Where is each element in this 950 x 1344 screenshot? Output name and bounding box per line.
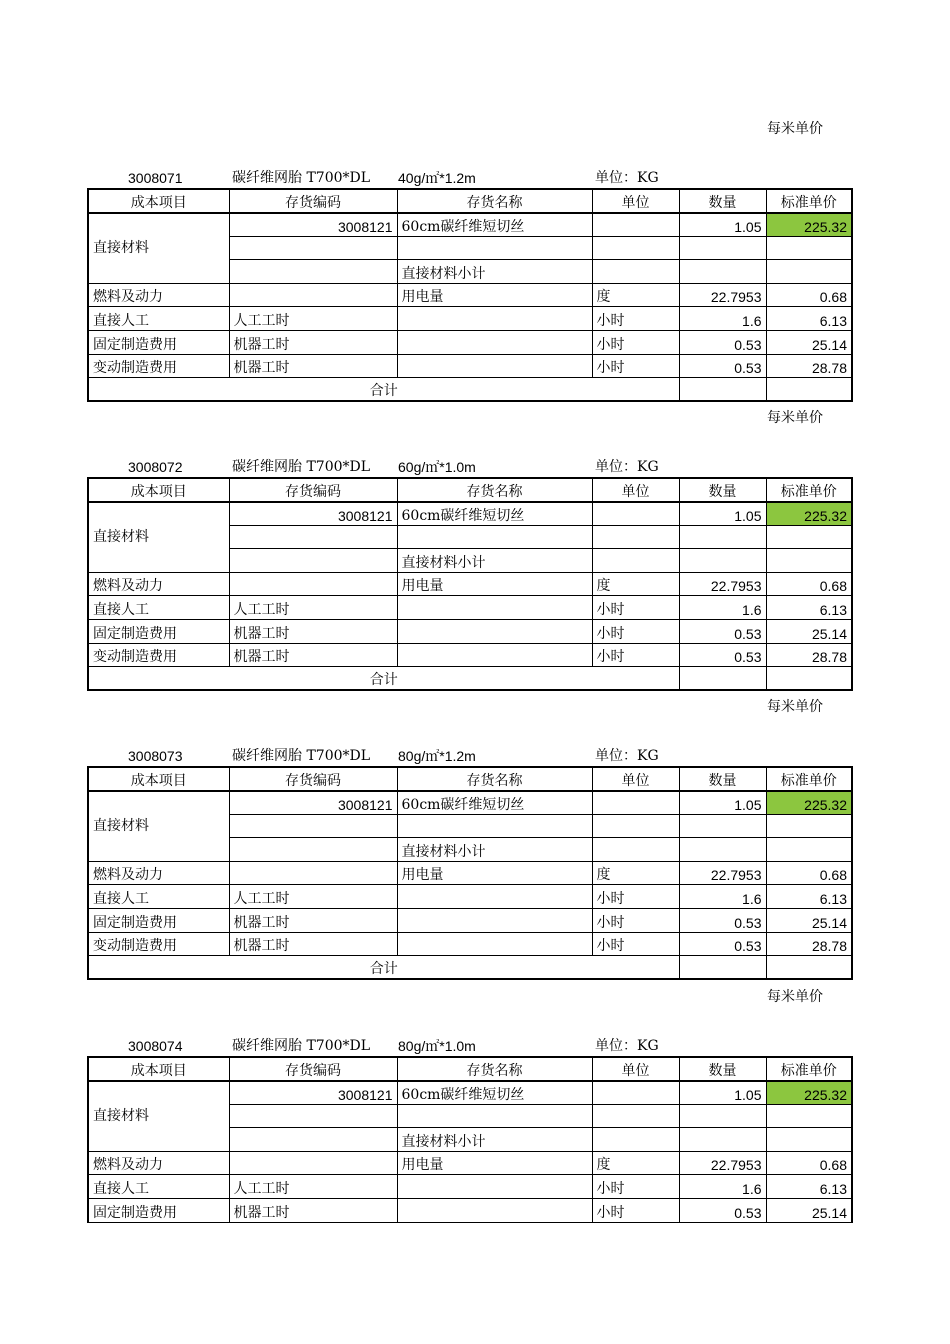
empty-cell [397,596,592,620]
fixed-basis: 机器工时 [229,620,397,644]
empty-cell [397,307,592,331]
labor-qty: 1.6 [679,885,766,909]
material-price: 225.32 [766,1081,852,1105]
header-std-price: 标准单价 [766,1057,852,1081]
empty-cell [592,260,679,284]
material-code: 3008121 [229,791,397,815]
header-cost-item: 成本项目 [88,767,229,791]
row-label-fuel-power: 燃料及动力 [88,1151,229,1175]
row-label-direct-material: 直接材料 [88,791,229,862]
row-label-direct-material: 直接材料 [88,502,229,573]
empty-cell [229,1104,397,1128]
variable-unit: 小时 [592,354,679,378]
fuel-unit: 度 [592,572,679,596]
empty-cell [397,1175,592,1199]
fuel-price: 0.68 [766,572,852,596]
fuel-price: 0.68 [766,861,852,885]
variable-qty: 0.53 [679,932,766,956]
total-label: 合计 [88,378,679,402]
table-row [88,1199,852,1223]
material-unit [592,1081,679,1105]
empty-cell [679,1104,766,1128]
fuel-unit: 度 [592,861,679,885]
empty-cell [679,1128,766,1152]
table-row [88,283,852,307]
header-unit: 单位 [592,189,679,213]
product-unit: 单位：KG [595,459,659,475]
empty-cell [766,838,852,862]
product-unit: 单位：KG [595,170,659,186]
fixed-unit: 小时 [592,1199,679,1223]
row-label-direct-material: 直接材料 [88,1081,229,1152]
labor-price: 6.13 [766,596,852,620]
labor-price: 6.13 [766,307,852,331]
fuel-unit: 度 [592,283,679,307]
row-label-fuel-power: 燃料及动力 [88,861,229,885]
material-price: 225.32 [766,791,852,815]
fixed-qty: 0.53 [679,620,766,644]
fuel-unit: 度 [592,1151,679,1175]
table-row [88,213,852,237]
row-label-fixed-overhead: 固定制造费用 [88,909,229,933]
empty-cell [397,1104,592,1128]
cost-table [87,1056,853,1223]
empty-cell [229,1151,397,1175]
labor-price: 6.13 [766,885,852,909]
empty-cell [397,354,592,378]
per-meter-price-label: 每米单价 [767,699,823,715]
empty-cell [397,236,592,260]
empty-cell [229,283,397,307]
material-qty: 1.05 [679,791,766,815]
header-inventory-name: 存货名称 [397,1057,592,1081]
empty-cell [397,525,592,549]
empty-cell [679,378,766,402]
material-price: 225.32 [766,213,852,237]
empty-cell [397,814,592,838]
row-label-direct-labor: 直接人工 [88,1175,229,1199]
fixed-basis: 机器工时 [229,909,397,933]
material-subtotal-label: 直接材料小计 [397,1128,592,1152]
material-price: 225.32 [766,502,852,526]
product-name: 碳纤维网胎 T700*DL [232,459,371,475]
product-code: 3008074 [128,1038,183,1054]
empty-cell [766,378,852,402]
labor-unit: 小时 [592,596,679,620]
labor-price: 6.13 [766,1175,852,1199]
empty-cell [229,260,397,284]
table-row [88,909,852,933]
row-label-direct-labor: 直接人工 [88,596,229,620]
table-row-total [88,667,852,691]
table-row [88,572,852,596]
table-header-row [88,1057,852,1081]
empty-cell [397,620,592,644]
product-unit: 单位：KG [595,748,659,764]
empty-cell [229,525,397,549]
cost-table [87,477,853,691]
material-name: 60cm碳纤维短切丝 [397,791,592,815]
row-label-direct-labor: 直接人工 [88,885,229,909]
table-row [88,885,852,909]
fixed-price: 25.14 [766,909,852,933]
product-code: 3008072 [128,459,183,475]
table-row-total [88,956,852,980]
empty-cell [397,331,592,355]
variable-qty: 0.53 [679,643,766,667]
header-inventory-code: 存货编码 [229,189,397,213]
table-row [88,620,852,644]
fixed-price: 25.14 [766,1199,852,1223]
empty-cell [397,643,592,667]
table-row [88,1151,852,1175]
table-row [88,331,852,355]
fuel-name: 用电量 [397,1151,592,1175]
empty-cell [397,909,592,933]
header-inventory-code: 存货编码 [229,478,397,502]
cost-table [87,188,853,402]
row-label-fixed-overhead: 固定制造费用 [88,331,229,355]
header-inventory-name: 存货名称 [397,478,592,502]
variable-qty: 0.53 [679,354,766,378]
empty-cell [397,1199,592,1223]
per-meter-price-label: 每米单价 [767,121,823,137]
empty-cell [679,260,766,284]
material-subtotal-label: 直接材料小计 [397,260,592,284]
labor-unit: 小时 [592,885,679,909]
header-cost-item: 成本项目 [88,1057,229,1081]
row-label-variable-overhead: 变动制造费用 [88,643,229,667]
variable-price: 28.78 [766,354,852,378]
row-label-fixed-overhead: 固定制造费用 [88,1199,229,1223]
empty-cell [766,1128,852,1152]
material-unit [592,791,679,815]
product-name: 碳纤维网胎 T700*DL [232,748,371,764]
empty-cell [766,525,852,549]
fixed-basis: 机器工时 [229,1199,397,1223]
empty-cell [592,814,679,838]
row-label-fixed-overhead: 固定制造费用 [88,620,229,644]
material-code: 3008121 [229,1081,397,1105]
header-inventory-code: 存货编码 [229,1057,397,1081]
table-row [88,596,852,620]
header-std-price: 标准单价 [766,767,852,791]
variable-unit: 小时 [592,643,679,667]
fixed-unit: 小时 [592,909,679,933]
product-spec: 60g/㎡*1.0m [398,459,476,475]
material-unit [592,213,679,237]
empty-cell [592,236,679,260]
material-qty: 1.05 [679,213,766,237]
product-code: 3008073 [128,748,183,764]
product-name: 碳纤维网胎 T700*DL [232,1038,371,1054]
header-unit: 单位 [592,767,679,791]
fuel-name: 用电量 [397,283,592,307]
fuel-price: 0.68 [766,283,852,307]
material-subtotal-label: 直接材料小计 [397,549,592,573]
labor-unit: 小时 [592,1175,679,1199]
labor-unit: 小时 [592,307,679,331]
fuel-name: 用电量 [397,572,592,596]
empty-cell [766,956,852,980]
header-cost-item: 成本项目 [88,478,229,502]
header-unit: 单位 [592,478,679,502]
header-std-price: 标准单价 [766,478,852,502]
labor-basis: 人工工时 [229,1175,397,1199]
empty-cell [229,838,397,862]
empty-cell [679,549,766,573]
table-header-row [88,189,852,213]
empty-cell [397,932,592,956]
header-inventory-code: 存货编码 [229,767,397,791]
row-label-variable-overhead: 变动制造费用 [88,354,229,378]
row-label-direct-material: 直接材料 [88,213,229,284]
empty-cell [229,1128,397,1152]
table-row [88,643,852,667]
empty-cell [592,549,679,573]
product-spec: 40g/㎡*1.2m [398,170,476,186]
empty-cell [766,667,852,691]
empty-cell [679,956,766,980]
empty-cell [592,838,679,862]
per-meter-price-label: 每米单价 [767,410,823,426]
cost-table [87,766,853,980]
labor-basis: 人工工时 [229,596,397,620]
fuel-qty: 22.7953 [679,283,766,307]
labor-basis: 人工工时 [229,307,397,331]
empty-cell [766,549,852,573]
empty-cell [766,236,852,260]
row-label-fuel-power: 燃料及动力 [88,572,229,596]
header-inventory-name: 存货名称 [397,767,592,791]
header-quantity: 数量 [679,478,766,502]
table-row [88,354,852,378]
material-subtotal-label: 直接材料小计 [397,838,592,862]
empty-cell [679,236,766,260]
material-name: 60cm碳纤维短切丝 [397,1081,592,1105]
fuel-qty: 22.7953 [679,861,766,885]
table-row [88,932,852,956]
fuel-name: 用电量 [397,861,592,885]
material-code: 3008121 [229,213,397,237]
labor-qty: 1.6 [679,596,766,620]
labor-basis: 人工工时 [229,885,397,909]
header-inventory-name: 存货名称 [397,189,592,213]
variable-basis: 机器工时 [229,932,397,956]
empty-cell [397,885,592,909]
row-label-fuel-power: 燃料及动力 [88,283,229,307]
variable-basis: 机器工时 [229,354,397,378]
table-row [88,861,852,885]
total-label: 合计 [88,667,679,691]
table-row [88,502,852,526]
header-std-price: 标准单价 [766,189,852,213]
total-label: 合计 [88,956,679,980]
product-name: 碳纤维网胎 T700*DL [232,170,371,186]
header-unit: 单位 [592,1057,679,1081]
fixed-price: 25.14 [766,620,852,644]
empty-cell [592,525,679,549]
variable-price: 28.78 [766,643,852,667]
empty-cell [766,260,852,284]
empty-cell [766,1104,852,1128]
row-label-direct-labor: 直接人工 [88,307,229,331]
header-quantity: 数量 [679,189,766,213]
material-qty: 1.05 [679,1081,766,1105]
product-unit: 单位：KG [595,1038,659,1054]
fuel-qty: 22.7953 [679,572,766,596]
fuel-qty: 22.7953 [679,1151,766,1175]
header-cost-item: 成本项目 [88,189,229,213]
material-qty: 1.05 [679,502,766,526]
empty-cell [592,1104,679,1128]
empty-cell [766,814,852,838]
empty-cell [679,814,766,838]
per-meter-price-label: 每米单价 [767,989,823,1005]
fixed-unit: 小时 [592,620,679,644]
labor-qty: 1.6 [679,1175,766,1199]
table-row-total [88,378,852,402]
material-unit [592,502,679,526]
header-quantity: 数量 [679,1057,766,1081]
fixed-basis: 机器工时 [229,331,397,355]
fixed-price: 25.14 [766,331,852,355]
empty-cell [229,549,397,573]
empty-cell [229,861,397,885]
product-code: 3008071 [128,170,183,186]
product-spec: 80g/㎡*1.2m [398,748,476,764]
fixed-qty: 0.53 [679,909,766,933]
empty-cell [679,667,766,691]
empty-cell [229,572,397,596]
fixed-unit: 小时 [592,331,679,355]
empty-cell [592,1128,679,1152]
empty-cell [679,525,766,549]
empty-cell [229,814,397,838]
table-header-row [88,767,852,791]
row-label-variable-overhead: 变动制造费用 [88,932,229,956]
labor-qty: 1.6 [679,307,766,331]
material-code: 3008121 [229,502,397,526]
table-row [88,791,852,815]
variable-unit: 小时 [592,932,679,956]
empty-cell [229,236,397,260]
table-row [88,1175,852,1199]
header-quantity: 数量 [679,767,766,791]
material-name: 60cm碳纤维短切丝 [397,213,592,237]
fuel-price: 0.68 [766,1151,852,1175]
table-row [88,1081,852,1105]
product-spec: 80g/㎡*1.0m [398,1038,476,1054]
table-header-row [88,478,852,502]
fixed-qty: 0.53 [679,331,766,355]
variable-basis: 机器工时 [229,643,397,667]
empty-cell [679,838,766,862]
material-name: 60cm碳纤维短切丝 [397,502,592,526]
variable-price: 28.78 [766,932,852,956]
fixed-qty: 0.53 [679,1199,766,1223]
table-row [88,307,852,331]
